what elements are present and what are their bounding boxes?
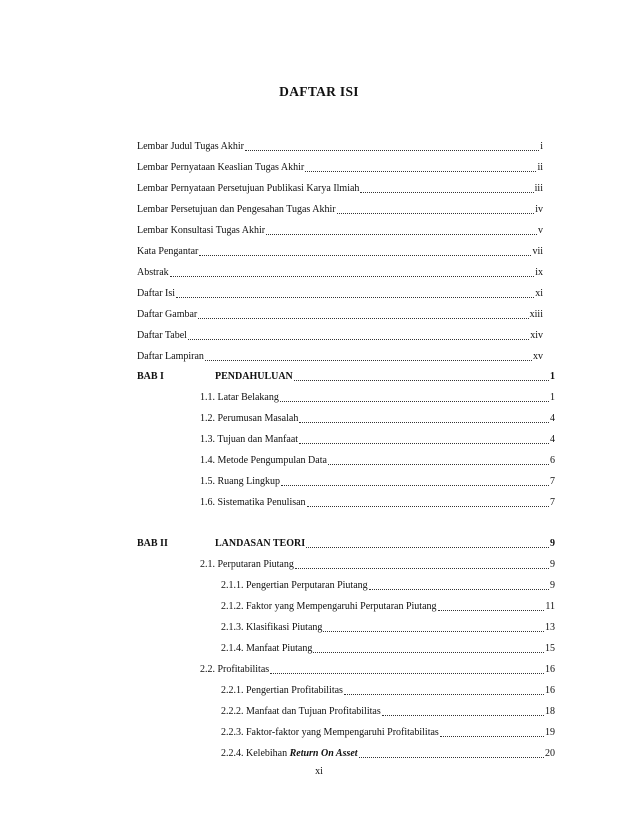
toc-entry[interactable] — [137, 245, 543, 259]
toc-entry-label: LANDASAN TEORI — [215, 538, 306, 549]
dot-leader — [294, 380, 549, 381]
toc-entry-label: 2.1.2. Faktor yang Mempengaruhi Perputaran Piutang — [221, 601, 437, 612]
toc-entry-page: 18 — [545, 706, 555, 717]
toc-entry-label: Lembar Konsultasi Tugas Akhir — [137, 225, 266, 236]
toc-entry-label: 2.1.1. Pengertian Perputaran Piutang — [221, 580, 368, 591]
toc-entry-page: 11 — [545, 601, 555, 612]
dot-leader — [313, 652, 544, 653]
toc-entry-page: i — [540, 141, 543, 152]
toc-entry-label: 2.1. Perputaran Piutang — [200, 559, 294, 570]
toc-entry-label: Kata Pengantar — [137, 246, 199, 257]
dot-leader — [176, 297, 534, 298]
toc-entry-page: xiv — [530, 330, 543, 341]
toc-entry-page: xv — [533, 351, 543, 362]
toc-entry-page: 13 — [545, 622, 555, 633]
toc-entry-page: ii — [537, 162, 543, 173]
toc-entry-label: 1.5. Ruang Lingkup — [200, 476, 280, 487]
toc-entry-label: PENDAHULUAN — [215, 371, 293, 382]
toc-entry-label: 2.2. Profitabilitas — [200, 664, 270, 675]
toc-entry-label: Daftar Gambar — [137, 309, 198, 320]
toc-entry-page: 6 — [550, 455, 555, 466]
toc-entry-page: 15 — [545, 643, 555, 654]
toc-entry-label-emphasis: Return On Asset — [289, 748, 358, 759]
dot-leader — [344, 694, 544, 695]
dot-leader — [198, 318, 528, 319]
dot-leader — [306, 547, 549, 548]
dot-leader — [438, 610, 545, 611]
toc-entry-label: Lembar Persetujuan dan Pengesahan Tugas Akhir — [137, 204, 336, 215]
toc-entry-page: 16 — [545, 685, 555, 696]
chapter-number: BAB I — [137, 371, 164, 382]
chapter-entry[interactable] — [215, 370, 555, 384]
dot-leader — [440, 736, 544, 737]
toc-entry-page: 1 — [550, 392, 555, 403]
toc-entry-label-text: 2.2.4. Kelebihan — [221, 748, 288, 759]
toc-entry-label: 1.2. Perumusan Masalah — [200, 413, 299, 424]
toc-entry-label: 2.2.2. Manfaat dan Tujuan Profitabilitas — [221, 706, 381, 717]
dot-leader — [188, 339, 529, 340]
toc-entry[interactable] — [137, 350, 543, 364]
toc-entry-label: Lembar Pernyataan Keaslian Tugas Akhir — [137, 162, 305, 173]
toc-entry-label: 2.2.3. Faktor-faktor yang Mempengaruhi Profitabilitas — [221, 727, 439, 738]
toc-entry[interactable] — [221, 726, 555, 740]
dot-leader — [382, 715, 544, 716]
toc-entry-page: 9 — [550, 580, 555, 591]
dot-leader — [170, 276, 535, 277]
toc-entry-label: 1.4. Metode Pengumpulan Data — [200, 455, 327, 466]
toc-entry-page: 9 — [550, 538, 555, 549]
dot-leader — [205, 360, 532, 361]
toc-entry-label: Daftar Isi — [137, 288, 176, 299]
toc-entry[interactable] — [137, 308, 543, 322]
toc-entry-label: Lembar Pernyataan Persetujuan Publikasi Karya Ilmiah — [137, 183, 360, 194]
toc-entry-page: vii — [532, 246, 543, 257]
toc-entry[interactable] — [200, 496, 555, 510]
toc-entry[interactable] — [137, 140, 543, 154]
toc-entry[interactable] — [200, 663, 555, 677]
toc-entry-label — [221, 747, 358, 761]
toc-entry[interactable] — [137, 224, 543, 238]
toc-entry-page: xiii — [529, 309, 543, 320]
toc-entry-label: 2.1.3. Klasifikasi Piutang — [221, 622, 323, 633]
dot-leader — [299, 443, 549, 444]
toc-entry-label: 1.1. Latar Belakang — [200, 392, 279, 403]
dot-leader — [359, 757, 544, 758]
toc-entry[interactable] — [221, 621, 555, 635]
toc-entry[interactable] — [200, 454, 555, 468]
toc-entry[interactable] — [221, 705, 555, 719]
toc-entry-label: 1.3. Tujuan dan Manfaat — [200, 434, 299, 445]
toc-entry[interactable] — [221, 684, 555, 698]
toc-entry-page: 7 — [550, 476, 555, 487]
toc-entry-label: Daftar Tabel — [137, 330, 187, 341]
chapter-entry[interactable] — [215, 537, 555, 551]
dot-leader — [360, 192, 533, 193]
toc-entry-page: ix — [535, 267, 543, 278]
toc-entry-label: Daftar Lampiran — [137, 351, 204, 362]
toc-entry[interactable] — [221, 642, 555, 656]
toc-entry-page: iii — [534, 183, 543, 194]
toc-entry[interactable] — [137, 203, 543, 217]
dot-leader — [266, 234, 537, 235]
page-number: xi — [315, 766, 323, 777]
dot-leader — [280, 401, 549, 402]
toc-entry-label: Abstrak — [137, 267, 169, 278]
toc-entry[interactable] — [221, 579, 555, 593]
toc-entry-page: 19 — [545, 727, 555, 738]
toc-entry[interactable] — [221, 600, 555, 614]
toc-entry-page: 7 — [550, 497, 555, 508]
toc-entry[interactable] — [200, 412, 555, 426]
toc-entry-label: Lembar Judul Tugas Akhir — [137, 141, 244, 152]
toc-entry-page: iv — [535, 204, 543, 215]
toc-entry[interactable] — [200, 475, 555, 489]
dot-leader — [299, 422, 549, 423]
toc-entry[interactable] — [137, 266, 543, 280]
toc-entry[interactable] — [200, 558, 555, 572]
toc-entry-page: 20 — [545, 748, 555, 759]
dot-leader — [328, 464, 549, 465]
toc-entry-page: 9 — [550, 559, 555, 570]
dot-leader — [337, 213, 535, 214]
toc-entry[interactable] — [221, 747, 555, 761]
chapter-number: BAB II — [137, 538, 168, 549]
toc-entry-page: xi — [535, 288, 543, 299]
toc-entry-page: 1 — [550, 371, 555, 382]
toc-entry[interactable] — [137, 287, 543, 301]
toc-entry[interactable] — [137, 329, 543, 343]
dot-leader — [199, 255, 531, 256]
toc-entry-label: 2.2.1. Pengertian Profitabilitas — [221, 685, 343, 696]
toc-entry-label: 2.1.4. Manfaat Piutang — [221, 643, 313, 654]
toc-entry[interactable] — [200, 433, 555, 447]
toc-entry-page: 4 — [550, 413, 555, 424]
dot-leader — [270, 673, 544, 674]
toc-entry-page: v — [538, 225, 543, 236]
toc-entry-page: 4 — [550, 434, 555, 445]
dot-leader — [323, 631, 544, 632]
dot-leader — [281, 485, 549, 486]
toc-entry[interactable] — [137, 161, 543, 175]
page-title: DAFTAR ISI — [279, 84, 359, 99]
dot-leader — [307, 506, 549, 507]
dot-leader — [295, 568, 549, 569]
toc-entry-page: 16 — [545, 664, 555, 675]
dot-leader — [245, 150, 539, 151]
toc-entry[interactable] — [200, 391, 555, 405]
dot-leader — [305, 171, 536, 172]
toc-entry-label: 1.6. Sistematika Penulisan — [200, 497, 306, 508]
dot-leader — [369, 589, 549, 590]
toc-entry[interactable] — [137, 182, 543, 196]
